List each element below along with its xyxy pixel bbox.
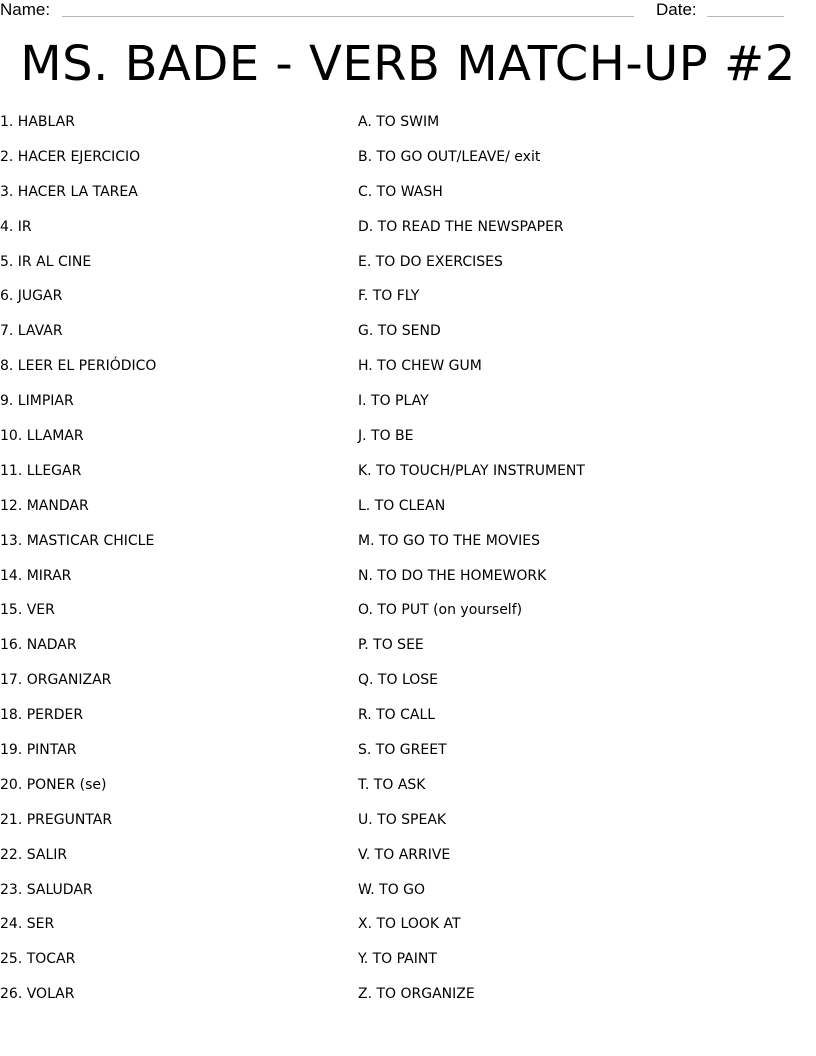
english-meaning-list: [358, 112, 798, 1019]
list-item: H. TO CHEW GUM: [358, 358, 482, 375]
list-item: M. TO GO TO THE MOVIES: [358, 532, 541, 549]
list-item: V. TO ARRIVE: [358, 846, 451, 863]
list-item: 9. LIMPIAR: [0, 393, 74, 410]
list-item: 16. NADAR: [0, 637, 77, 654]
list-item: 23. SALUDAR: [0, 881, 93, 898]
list-item: 13. MASTICAR CHICLE: [0, 532, 155, 549]
list-item: X. TO LOOK AT: [358, 916, 461, 933]
list-item: U. TO SPEAK: [358, 811, 447, 828]
date-label: Date:: [656, 0, 697, 19]
list-item: 24. SER: [0, 916, 55, 933]
list-item: A. TO SWIM: [358, 114, 440, 130]
list-item: 19. PINTAR: [0, 742, 77, 759]
list-item: 14. MIRAR: [0, 567, 72, 584]
list-item: L. TO CLEAN: [358, 497, 446, 514]
list-item: N. TO DO THE HOMEWORK: [358, 567, 547, 584]
list-item: C. TO WASH: [358, 183, 443, 200]
list-item: E. TO DO EXERCISES: [358, 253, 503, 270]
list-item: 6. JUGAR: [0, 288, 63, 305]
page-title: MS. BADE - VERB MATCH-UP #2: [20, 36, 796, 92]
list-item: I. TO PLAY: [358, 393, 429, 410]
list-item: Q. TO LOSE: [358, 672, 438, 689]
list-item: 22. SALIR: [0, 846, 68, 863]
list-item: 17. ORGANIZAR: [0, 672, 112, 689]
list-item: P. TO SEE: [358, 637, 424, 654]
list-item: 20. PONER (se): [0, 776, 107, 793]
list-item: 18. PERDER: [0, 707, 84, 724]
list-item: 5. IR AL CINE: [0, 253, 92, 270]
list-item: Y. TO PAINT: [358, 951, 437, 968]
list-item: K. TO TOUCH/PLAY INSTRUMENT: [358, 462, 585, 479]
list-item: 1. HABLAR: [0, 114, 75, 130]
list-item: W. TO GO: [358, 881, 426, 898]
list-item: 4. IR: [0, 218, 32, 235]
list-item: 10. LLAMAR: [0, 428, 84, 445]
list-item: 7. LAVAR: [0, 323, 63, 340]
list-item: 21. PREGUNTAR: [0, 811, 113, 828]
name-blank-line: [62, 16, 634, 17]
list-item: B. TO GO OUT/LEAVE/ exit: [358, 148, 541, 165]
list-item: 3. HACER LA TAREA: [0, 183, 138, 200]
list-item: T. TO ASK: [358, 776, 426, 793]
list-item: J. TO BE: [358, 428, 414, 445]
list-item: Z. TO ORGANIZE: [358, 986, 475, 1003]
name-label: Name:: [0, 0, 51, 19]
list-item: S. TO GREET: [358, 742, 447, 759]
list-item: 12. MANDAR: [0, 497, 89, 514]
list-item: G. TO SEND: [358, 323, 441, 340]
list-item: D. TO READ THE NEWSPAPER: [358, 218, 564, 235]
list-item: 2. HACER EJERCICIO: [0, 148, 141, 165]
header-line: [0, 0, 816, 24]
list-item: 25. TOCAR: [0, 951, 76, 968]
list-item: 26. VOLAR: [0, 986, 75, 1003]
list-item: 11. LLEGAR: [0, 462, 82, 479]
date-blank-line: [707, 16, 784, 17]
list-item: R. TO CALL: [358, 707, 436, 724]
list-item: 8. LEER EL PERIÓDICO: [0, 358, 157, 375]
list-item: F. TO FLY: [358, 288, 420, 305]
list-item: O. TO PUT (on yourself): [358, 602, 523, 619]
spanish-verb-list: [0, 112, 340, 1019]
list-item: 15. VER: [0, 602, 55, 619]
